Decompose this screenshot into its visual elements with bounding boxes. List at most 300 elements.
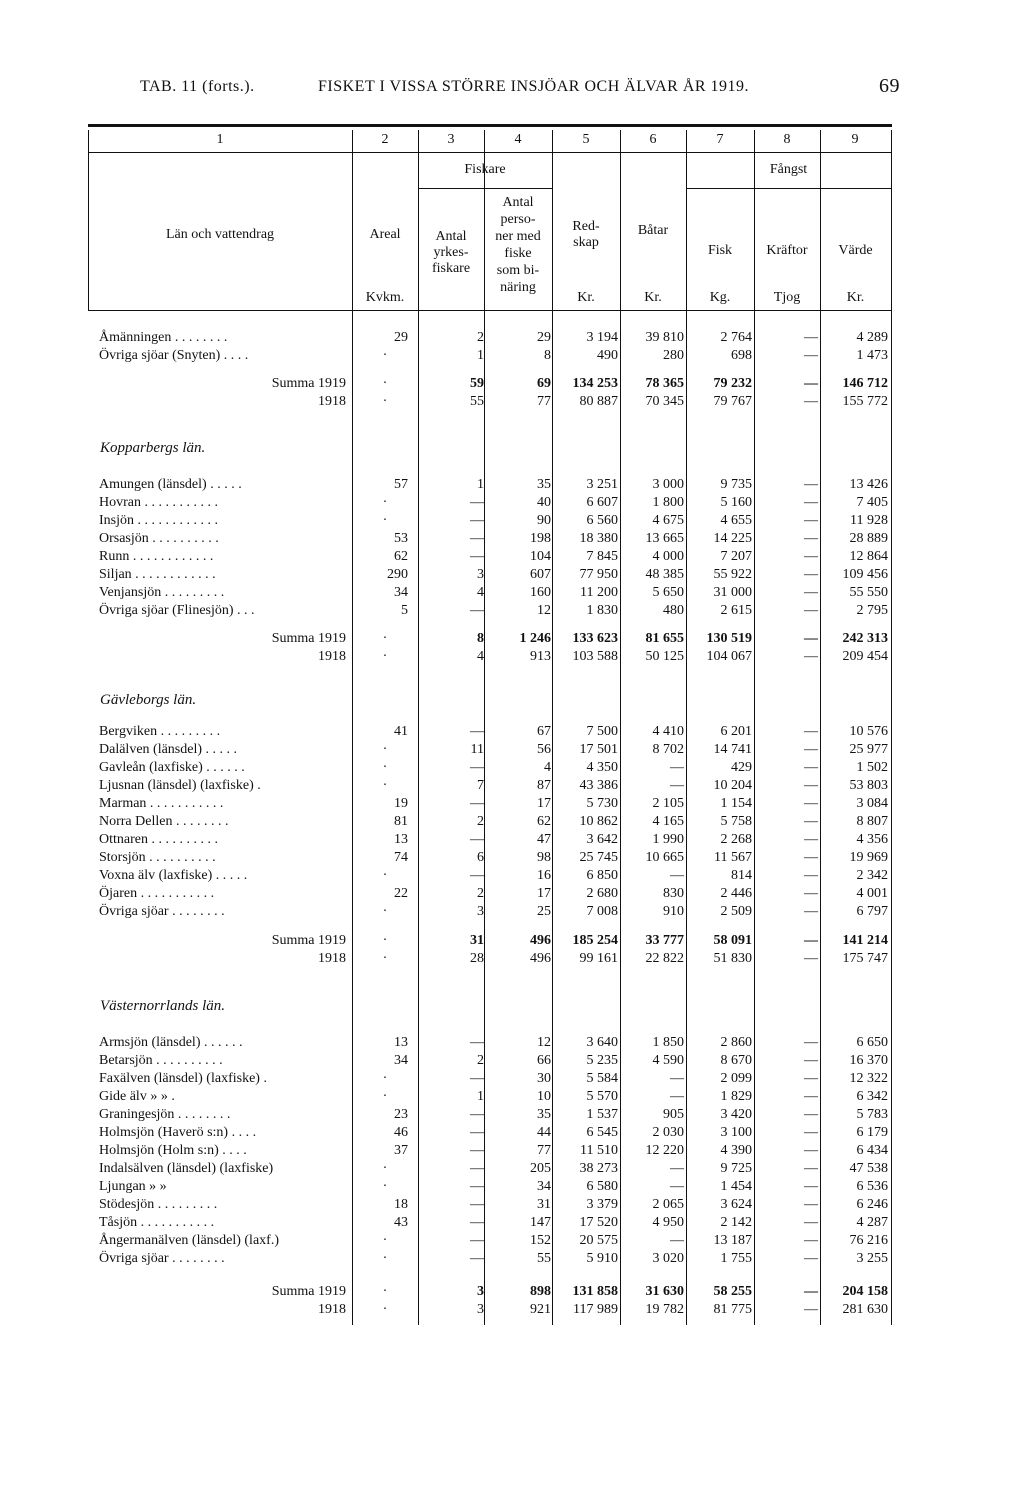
cell-batar: — xyxy=(670,1089,684,1104)
cell-redskap: 80 887 xyxy=(579,394,618,409)
cell-kraftor: — xyxy=(804,868,818,883)
summary-label: 1918 xyxy=(318,951,346,966)
cell-redskap: 18 380 xyxy=(579,531,618,546)
cell-fisk: 1 454 xyxy=(720,1179,752,1194)
row-label: Venjansjön . . . . . . . . . xyxy=(99,585,225,600)
cell-batar: — xyxy=(670,778,684,793)
cell-yrkesfiskare: 4 xyxy=(477,649,484,664)
cell-areal: · xyxy=(382,868,388,883)
cell-yrkesfiskare: 1 xyxy=(477,477,484,492)
cell-areal: · xyxy=(382,760,388,775)
cell-binaring: 77 xyxy=(537,394,551,409)
row-label: Dalälven (länsdel) . . . . . xyxy=(99,742,238,757)
cell-redskap: 131 858 xyxy=(572,1284,618,1299)
section-heading: Västernorrlands län. xyxy=(100,998,226,1014)
cell-batar: 13 665 xyxy=(645,531,684,546)
cell-binaring: 198 xyxy=(530,531,551,546)
cell-kraftor: — xyxy=(804,1089,818,1104)
row-label: Övriga sjöar . . . . . . . . xyxy=(99,904,225,919)
cell-yrkesfiskare: 3 xyxy=(477,567,484,582)
cell-areal: · xyxy=(382,1179,388,1194)
column-number-rule xyxy=(88,152,891,153)
cell-kraftor: — xyxy=(804,832,818,847)
cell-yrkesfiskare: 1 xyxy=(477,348,484,363)
cell-redskap: 117 989 xyxy=(573,1302,618,1317)
cell-batar: — xyxy=(670,1233,684,1248)
cell-kraftor: — xyxy=(804,531,818,546)
cell-redskap: 1 830 xyxy=(586,603,618,618)
cell-varde: 12 322 xyxy=(849,1071,888,1086)
cell-areal: · xyxy=(382,1284,388,1299)
cell-yrkesfiskare: — xyxy=(470,724,484,739)
cell-yrkesfiskare: — xyxy=(470,513,484,528)
cell-binaring: 62 xyxy=(537,814,551,829)
cell-binaring: 87 xyxy=(537,778,551,793)
cell-fisk: 2 860 xyxy=(720,1035,752,1050)
cell-fisk: 2 268 xyxy=(720,832,752,847)
cell-kraftor: — xyxy=(804,1125,818,1140)
cell-yrkesfiskare: — xyxy=(470,531,484,546)
cell-redskap: 25 745 xyxy=(579,850,618,865)
cell-areal: 29 xyxy=(394,330,408,345)
cell-varde: 209 454 xyxy=(842,649,888,664)
cell-fisk: 5 160 xyxy=(720,495,752,510)
row-label: Siljan . . . . . . . . . . . . xyxy=(99,567,216,582)
cell-varde: 10 576 xyxy=(849,724,888,739)
cell-yrkesfiskare: — xyxy=(470,1251,484,1266)
cell-yrkesfiskare: 2 xyxy=(477,886,484,901)
cell-varde: 4 287 xyxy=(856,1215,888,1230)
cell-varde: 1 473 xyxy=(856,348,888,363)
row-label: Öjaren . . . . . . . . . . . xyxy=(99,886,215,901)
cell-batar: 10 665 xyxy=(645,850,684,865)
cell-batar: 81 655 xyxy=(645,631,684,646)
cell-areal: 23 xyxy=(394,1107,408,1122)
kraftor-header: Kräftor xyxy=(766,243,808,258)
cell-binaring: 921 xyxy=(530,1302,551,1317)
cell-batar: 480 xyxy=(663,603,684,618)
cell-fisk: 2 509 xyxy=(720,904,752,919)
cell-yrkesfiskare: 55 xyxy=(470,394,484,409)
cell-fisk: 4 390 xyxy=(720,1143,752,1158)
cell-kraftor: — xyxy=(804,1302,818,1317)
cell-binaring: 56 xyxy=(537,742,551,757)
cell-redskap: 5 235 xyxy=(586,1053,618,1068)
row-label: Ottnaren . . . . . . . . . . xyxy=(99,832,218,847)
batar-unit: Kr. xyxy=(644,290,662,305)
cell-fisk: 58 255 xyxy=(713,1284,752,1299)
column-number: 7 xyxy=(716,132,724,147)
cell-batar: 1 990 xyxy=(652,832,684,847)
column-number: 1 xyxy=(216,132,224,147)
cell-binaring: 12 xyxy=(537,603,551,618)
page-number: 69 xyxy=(879,75,900,97)
cell-redskap: 7 500 xyxy=(586,724,618,739)
cell-batar: 1 850 xyxy=(652,1035,684,1050)
fangst-group-label: Fångst xyxy=(769,162,808,177)
cell-binaring: 31 xyxy=(537,1197,551,1212)
cell-binaring: 40 xyxy=(537,495,551,510)
cell-areal: 22 xyxy=(394,886,408,901)
cell-redskap: 3 379 xyxy=(586,1197,618,1212)
cell-batar: 50 125 xyxy=(645,649,684,664)
cell-binaring: 30 xyxy=(537,1071,551,1086)
cell-binaring: 55 xyxy=(537,1251,551,1266)
cell-varde: 2 795 xyxy=(856,603,888,618)
top-rule xyxy=(88,124,892,127)
row-label: Storsjön . . . . . . . . . . xyxy=(99,850,216,865)
cell-yrkesfiskare: — xyxy=(470,832,484,847)
cell-binaring: 496 xyxy=(530,933,551,948)
cell-areal: · xyxy=(382,631,388,646)
cell-areal: 13 xyxy=(394,832,408,847)
cell-kraftor: — xyxy=(804,951,818,966)
cell-binaring: 67 xyxy=(537,724,551,739)
cell-binaring: 913 xyxy=(530,649,551,664)
cell-redskap: 1 537 xyxy=(586,1107,618,1122)
cell-varde: 6 650 xyxy=(856,1035,888,1050)
binaring-header-line: perso- xyxy=(500,212,536,227)
cell-yrkesfiskare: — xyxy=(470,1107,484,1122)
cell-yrkesfiskare: — xyxy=(470,495,484,510)
cell-fisk: 2 764 xyxy=(720,330,752,345)
cell-kraftor: — xyxy=(804,1161,818,1176)
column-number: 5 xyxy=(582,132,590,147)
redskap-header-line: Red- xyxy=(572,219,600,234)
cell-binaring: 90 xyxy=(537,513,551,528)
cell-binaring: 4 xyxy=(544,760,551,775)
cell-areal: · xyxy=(382,904,388,919)
cell-areal: 34 xyxy=(394,585,408,600)
cell-fisk: 130 519 xyxy=(706,631,752,646)
row-label: Övriga sjöar (Flinesjön) . . . xyxy=(99,603,255,618)
row-label: Tåsjön . . . . . . . . . . . xyxy=(99,1215,215,1230)
cell-fisk: 10 204 xyxy=(713,778,752,793)
cell-batar: 905 xyxy=(663,1107,684,1122)
table-label: TAB. 11 (forts.). xyxy=(140,78,255,95)
cell-areal: 34 xyxy=(394,1053,408,1068)
lan-header: Län och vattendrag xyxy=(165,227,275,242)
cell-redskap: 5 910 xyxy=(586,1251,618,1266)
left-rule xyxy=(88,130,89,310)
header-bottom-rule xyxy=(88,310,891,311)
cell-areal: 41 xyxy=(394,724,408,739)
summary-label: Summa 1919 xyxy=(271,631,346,646)
yrkesfiskare-header-line: fiskare xyxy=(431,261,471,276)
cell-yrkesfiskare: — xyxy=(470,760,484,775)
cell-redskap: 6 560 xyxy=(586,513,618,528)
cell-binaring: 29 xyxy=(537,330,551,345)
cell-kraftor: — xyxy=(804,513,818,528)
cell-binaring: 10 xyxy=(537,1089,551,1104)
cell-batar: 39 810 xyxy=(645,330,684,345)
cell-kraftor: — xyxy=(804,760,818,775)
cell-batar: 5 650 xyxy=(652,585,684,600)
cell-yrkesfiskare: 59 xyxy=(470,376,484,391)
cell-kraftor: — xyxy=(804,904,818,919)
cell-redskap: 11 200 xyxy=(580,585,618,600)
cell-redskap: 7 845 xyxy=(586,549,618,564)
cell-areal: 46 xyxy=(394,1125,408,1140)
cell-redskap: 3 642 xyxy=(586,832,618,847)
cell-binaring: 35 xyxy=(537,477,551,492)
cell-batar: 33 777 xyxy=(645,933,684,948)
areal-header: Areal xyxy=(369,227,401,242)
cell-kraftor: — xyxy=(804,778,818,793)
cell-varde: 19 969 xyxy=(849,850,888,865)
cell-fisk: 9 725 xyxy=(720,1161,752,1176)
cell-redskap: 10 862 xyxy=(579,814,618,829)
cell-fisk: 14 225 xyxy=(713,531,752,546)
cell-kraftor: — xyxy=(804,1233,818,1248)
cell-varde: 2 342 xyxy=(856,868,888,883)
cell-kraftor: — xyxy=(804,1035,818,1050)
cell-fisk: 14 741 xyxy=(713,742,752,757)
cell-yrkesfiskare: — xyxy=(470,796,484,811)
cell-redskap: 2 680 xyxy=(586,886,618,901)
column-number: 3 xyxy=(447,132,455,147)
cell-kraftor: — xyxy=(804,850,818,865)
cell-fisk: 3 624 xyxy=(720,1197,752,1212)
cell-fisk: 31 000 xyxy=(713,585,752,600)
cell-yrkesfiskare: — xyxy=(470,1179,484,1194)
cell-areal: 74 xyxy=(394,850,408,865)
kraftor-unit: Tjog xyxy=(773,290,801,305)
cell-yrkesfiskare: 28 xyxy=(470,951,484,966)
row-label: Gavleån (laxfiske) . . . . . . xyxy=(99,760,245,775)
cell-kraftor: — xyxy=(804,1284,818,1299)
cell-binaring: 66 xyxy=(537,1053,551,1068)
row-label: Övriga sjöar (Snyten) . . . . xyxy=(99,348,249,363)
fiskare-group-label: Fiskare xyxy=(464,162,506,177)
cell-kraftor: — xyxy=(804,742,818,757)
row-label: Faxälven (länsdel) (laxfiske) . xyxy=(99,1071,267,1086)
cell-yrkesfiskare: 11 xyxy=(470,742,484,757)
cell-areal: · xyxy=(382,1302,388,1317)
row-label: Graningesjön . . . . . . . . xyxy=(99,1107,231,1122)
cell-kraftor: — xyxy=(804,1215,818,1230)
row-label: Hovran . . . . . . . . . . . xyxy=(99,495,218,510)
cell-areal: 57 xyxy=(394,477,408,492)
cell-yrkesfiskare: 6 xyxy=(477,850,484,865)
cell-batar: 3 000 xyxy=(652,477,684,492)
cell-batar: 830 xyxy=(663,886,684,901)
fangst-rule xyxy=(686,188,891,189)
cell-varde: 155 772 xyxy=(842,394,888,409)
column-number: 8 xyxy=(783,132,791,147)
cell-areal: 37 xyxy=(394,1143,408,1158)
row-label: Marman . . . . . . . . . . . xyxy=(99,796,224,811)
cell-batar: 4 950 xyxy=(652,1215,684,1230)
cell-yrkesfiskare: — xyxy=(470,1161,484,1176)
cell-areal: · xyxy=(382,933,388,948)
cell-yrkesfiskare: — xyxy=(470,868,484,883)
redskap-header-line: skap xyxy=(573,235,599,250)
cell-areal: · xyxy=(382,951,388,966)
cell-batar: — xyxy=(670,760,684,775)
row-label: Voxna älv (laxfiske) . . . . . xyxy=(99,868,248,883)
cell-batar: 4 590 xyxy=(652,1053,684,1068)
cell-fisk: 1 154 xyxy=(720,796,752,811)
cell-fisk: 3 420 xyxy=(720,1107,752,1122)
cell-areal: 18 xyxy=(394,1197,408,1212)
cell-varde: 8 807 xyxy=(856,814,888,829)
cell-batar: 4 000 xyxy=(652,549,684,564)
section-heading: Gävleborgs län. xyxy=(100,692,197,708)
cell-areal: 53 xyxy=(394,531,408,546)
cell-redskap: 77 950 xyxy=(579,567,618,582)
cell-binaring: 12 xyxy=(537,1035,551,1050)
fiskare-rule xyxy=(418,188,552,189)
cell-fisk: 1 755 xyxy=(720,1251,752,1266)
cell-binaring: 77 xyxy=(537,1143,551,1158)
cell-redskap: 38 273 xyxy=(579,1161,618,1176)
row-label: Ljungan » » xyxy=(99,1179,167,1194)
redskap-unit: Kr. xyxy=(577,290,595,305)
cell-kraftor: — xyxy=(804,585,818,600)
cell-yrkesfiskare: — xyxy=(470,1143,484,1158)
varde-header: Värde xyxy=(838,243,873,258)
cell-binaring: 17 xyxy=(537,886,551,901)
cell-kraftor: — xyxy=(804,933,818,948)
cell-redskap: 185 254 xyxy=(572,933,618,948)
cell-varde: 6 797 xyxy=(856,904,888,919)
cell-fisk: 814 xyxy=(731,868,752,883)
column-rule xyxy=(891,130,892,1325)
cell-redskap: 133 623 xyxy=(572,631,618,646)
cell-areal: · xyxy=(382,649,388,664)
cell-areal: 43 xyxy=(394,1215,408,1230)
yrkesfiskare-header-line: yrkes- xyxy=(433,245,469,260)
cell-binaring: 35 xyxy=(537,1107,551,1122)
cell-batar: — xyxy=(670,1179,684,1194)
cell-varde: 76 216 xyxy=(849,1233,888,1248)
cell-areal: · xyxy=(382,1161,388,1176)
cell-varde: 25 977 xyxy=(849,742,888,757)
cell-kraftor: — xyxy=(804,1179,818,1194)
cell-varde: 12 864 xyxy=(849,549,888,564)
summary-label: Summa 1919 xyxy=(271,1284,346,1299)
cell-binaring: 496 xyxy=(530,951,551,966)
cell-varde: 47 538 xyxy=(849,1161,888,1176)
cell-varde: 6 434 xyxy=(856,1143,888,1158)
cell-varde: 7 405 xyxy=(856,495,888,510)
binaring-header-line: som bi- xyxy=(496,263,540,278)
cell-fisk: 58 091 xyxy=(713,933,752,948)
cell-redskap: 5 730 xyxy=(586,796,618,811)
cell-yrkesfiskare: — xyxy=(470,549,484,564)
cell-redskap: 3 194 xyxy=(586,330,618,345)
column-number: 4 xyxy=(514,132,522,147)
cell-yrkesfiskare: 3 xyxy=(477,904,484,919)
cell-batar: — xyxy=(670,1161,684,1176)
cell-yrkesfiskare: — xyxy=(470,1233,484,1248)
cell-kraftor: — xyxy=(804,567,818,582)
cell-kraftor: — xyxy=(804,495,818,510)
cell-varde: 16 370 xyxy=(849,1053,888,1068)
varde-unit: Kr. xyxy=(846,290,865,305)
batar-header: Båtar xyxy=(637,223,669,238)
cell-areal: 81 xyxy=(394,814,408,829)
cell-areal: · xyxy=(382,1071,388,1086)
row-label: Insjön . . . . . . . . . . . . xyxy=(99,513,218,528)
cell-batar: 910 xyxy=(663,904,684,919)
cell-fisk: 8 670 xyxy=(720,1053,752,1068)
row-label: Holmsjön (Holm s:n) . . . . xyxy=(99,1143,247,1158)
row-label: Åmänningen . . . . . . . . xyxy=(99,330,228,345)
cell-redskap: 490 xyxy=(597,348,618,363)
cell-binaring: 898 xyxy=(530,1284,551,1299)
cell-varde: 55 550 xyxy=(849,585,888,600)
cell-kraftor: — xyxy=(804,1071,818,1086)
cell-batar: 22 822 xyxy=(645,951,684,966)
cell-redskap: 99 161 xyxy=(579,951,618,966)
cell-yrkesfiskare: 31 xyxy=(470,933,484,948)
cell-kraftor: — xyxy=(804,394,818,409)
areal-unit: Kvkm. xyxy=(365,290,405,305)
cell-batar: 4 675 xyxy=(652,513,684,528)
cell-binaring: 44 xyxy=(537,1125,551,1140)
cell-areal: 13 xyxy=(394,1035,408,1050)
cell-batar: 280 xyxy=(663,348,684,363)
cell-redskap: 134 253 xyxy=(572,376,618,391)
cell-redskap: 43 386 xyxy=(579,778,618,793)
cell-binaring: 47 xyxy=(537,832,551,847)
cell-yrkesfiskare: — xyxy=(470,603,484,618)
cell-batar: 19 782 xyxy=(645,1302,684,1317)
row-label: Holmsjön (Haverö s:n) . . . . xyxy=(99,1125,257,1140)
cell-areal: · xyxy=(382,513,388,528)
cell-yrkesfiskare: 2 xyxy=(477,814,484,829)
cell-binaring: 1 246 xyxy=(519,631,551,646)
page-header xyxy=(140,75,900,102)
cell-areal: · xyxy=(382,394,388,409)
cell-binaring: 152 xyxy=(530,1233,551,1248)
cell-areal: 62 xyxy=(394,549,408,564)
cell-varde: 6 179 xyxy=(856,1125,888,1140)
cell-redskap: 4 350 xyxy=(586,760,618,775)
cell-areal: 19 xyxy=(394,796,408,811)
cell-redskap: 103 588 xyxy=(572,649,618,664)
cell-binaring: 98 xyxy=(537,850,551,865)
cell-kraftor: — xyxy=(804,1143,818,1158)
cell-areal: · xyxy=(382,1251,388,1266)
summary-label: 1918 xyxy=(318,1302,346,1317)
summary-label: Summa 1919 xyxy=(271,933,346,948)
cell-varde: 3 255 xyxy=(856,1251,888,1266)
cell-varde: 28 889 xyxy=(849,531,888,546)
cell-kraftor: — xyxy=(804,724,818,739)
row-label: Stödesjön . . . . . . . . . xyxy=(99,1197,218,1212)
cell-redskap: 7 008 xyxy=(586,904,618,919)
cell-redskap: 6 545 xyxy=(586,1125,618,1140)
cell-batar: 2 030 xyxy=(652,1125,684,1140)
row-label: Gide älv » » . xyxy=(99,1089,175,1104)
cell-binaring: 16 xyxy=(537,868,551,883)
cell-areal: · xyxy=(382,495,388,510)
cell-varde: 6 246 xyxy=(856,1197,888,1212)
row-label: Övriga sjöar . . . . . . . . xyxy=(99,1251,225,1266)
cell-binaring: 205 xyxy=(530,1161,551,1176)
cell-binaring: 25 xyxy=(537,904,551,919)
cell-areal: · xyxy=(382,376,388,391)
cell-redskap: 6 580 xyxy=(586,1179,618,1194)
column-number: 6 xyxy=(649,132,657,147)
binaring-header-line: ner med xyxy=(495,229,541,244)
cell-kraftor: — xyxy=(804,549,818,564)
cell-varde: 4 356 xyxy=(856,832,888,847)
cell-fisk: 55 922 xyxy=(713,567,752,582)
